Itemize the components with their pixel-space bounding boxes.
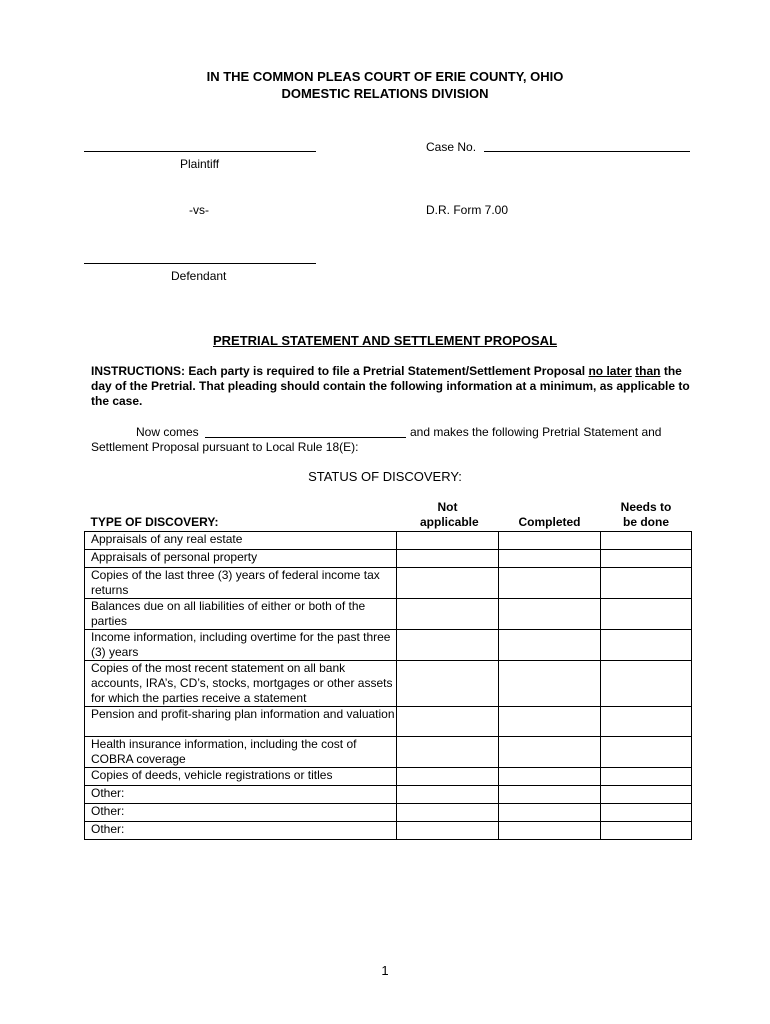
defendant-label: Defendant <box>171 269 227 283</box>
completed-cell[interactable] <box>499 707 601 737</box>
table-row <box>85 550 692 568</box>
needs-to-be-done-cell[interactable] <box>601 630 692 661</box>
instructions <box>91 364 691 409</box>
instructions-underline-than: than <box>635 364 661 378</box>
table-row <box>85 786 692 804</box>
needs-to-be-done-cell[interactable] <box>601 707 692 737</box>
row-label: Balances due on all liabilities of either or both of the parties <box>85 599 397 630</box>
completed-cell[interactable] <box>499 568 601 599</box>
completed-cell[interactable] <box>499 630 601 661</box>
row-label: Income information, including overtime for the past three (3) years <box>85 630 397 661</box>
table-row <box>85 599 692 630</box>
not-applicable-cell[interactable] <box>397 804 499 822</box>
not-applicable-cell[interactable] <box>397 737 499 768</box>
row-label: Other: <box>85 804 397 822</box>
vs-label: -vs- <box>189 203 209 217</box>
plaintiff-line[interactable] <box>84 151 316 152</box>
header-needs-to-be-done-text: Needs to be done <box>620 500 672 529</box>
completed-cell[interactable] <box>499 786 601 804</box>
court-division: DOMESTIC RELATIONS DIVISION <box>281 86 489 101</box>
table-row <box>85 532 692 550</box>
header-type-of-discovery: TYPE OF DISCOVERY: <box>85 500 397 532</box>
needs-to-be-done-cell[interactable] <box>601 822 692 840</box>
not-applicable-cell[interactable] <box>397 599 499 630</box>
needs-to-be-done-cell[interactable] <box>601 661 692 707</box>
not-applicable-cell[interactable] <box>397 786 499 804</box>
status-of-discovery-heading: STATUS OF DISCOVERY: <box>308 469 462 484</box>
row-label: Copies of deeds, vehicle registrations or titles <box>85 768 397 786</box>
case-no-label: Case No. <box>426 140 477 154</box>
form-number: D.R. Form 7.00 <box>426 203 509 217</box>
header-not-applicable-text: Not applicable <box>420 500 479 529</box>
now-comes-label: Now comes <box>136 425 199 439</box>
table-row <box>85 822 692 840</box>
row-label: Copies of the most recent statement on all bank accounts, IRA’s, CD’s, stocks, mortgages or other assets for which the parties receive a statement <box>85 661 397 707</box>
table-row <box>85 804 692 822</box>
not-applicable-cell[interactable] <box>397 707 499 737</box>
row-label: Other: <box>85 822 397 840</box>
table-row <box>85 707 692 737</box>
not-applicable-cell[interactable] <box>397 661 499 707</box>
instructions-part1: INSTRUCTIONS: Each party is required to file a Pretrial Statement/Settlement Proposal <box>91 364 589 378</box>
completed-cell[interactable] <box>499 768 601 786</box>
page-number: 1 <box>381 963 389 978</box>
needs-to-be-done-cell[interactable] <box>601 804 692 822</box>
plaintiff-label: Plaintiff <box>180 157 220 171</box>
not-applicable-cell[interactable] <box>397 532 499 550</box>
table-row <box>85 768 692 786</box>
completed-cell[interactable] <box>499 532 601 550</box>
completed-cell[interactable] <box>499 804 601 822</box>
discovery-table <box>84 500 692 840</box>
row-label: Pension and profit-sharing plan information and valuation <box>85 707 397 737</box>
defendant-line[interactable] <box>84 263 316 264</box>
instructions-underline-no-later: no later <box>588 364 632 378</box>
completed-cell[interactable] <box>499 550 601 568</box>
header-not-applicable <box>397 500 499 532</box>
row-label: Other: <box>85 786 397 804</box>
completed-cell[interactable] <box>499 822 601 840</box>
row-label: Copies of the last three (3) years of federal income tax returns <box>85 568 397 599</box>
table-row <box>85 661 692 707</box>
instructions-part2: the day of the Pretrial. That pleading should contain the following information at a minimum, as applicable to the case. <box>91 364 690 408</box>
needs-to-be-done-cell[interactable] <box>601 532 692 550</box>
court-name: IN THE COMMON PLEAS COURT OF ERIE COUNTY, OHIO <box>206 69 564 84</box>
party-name-line[interactable] <box>205 437 406 438</box>
table-row <box>85 737 692 768</box>
completed-cell[interactable] <box>499 599 601 630</box>
needs-to-be-done-cell[interactable] <box>601 768 692 786</box>
table-row <box>85 630 692 661</box>
table-row <box>85 568 692 599</box>
document-title: PRETRIAL STATEMENT AND SETTLEMENT PROPOSAL <box>212 333 558 348</box>
not-applicable-cell[interactable] <box>397 822 499 840</box>
needs-to-be-done-cell[interactable] <box>601 550 692 568</box>
not-applicable-cell[interactable] <box>397 768 499 786</box>
header-completed: Completed <box>499 500 601 532</box>
needs-to-be-done-cell[interactable] <box>601 786 692 804</box>
not-applicable-cell[interactable] <box>397 568 499 599</box>
case-no-line[interactable] <box>484 151 690 152</box>
row-label: Appraisals of personal property <box>85 550 397 568</box>
now-comes-line2: Settlement Proposal pursuant to Local Rule 18(E): <box>91 440 359 454</box>
row-label: Health insurance information, including the cost of COBRA coverage <box>85 737 397 768</box>
header-needs-to-be-done <box>601 500 692 532</box>
row-label: Appraisals of any real estate <box>85 532 397 550</box>
completed-cell[interactable] <box>499 737 601 768</box>
completed-cell[interactable] <box>499 661 601 707</box>
needs-to-be-done-cell[interactable] <box>601 737 692 768</box>
needs-to-be-done-cell[interactable] <box>601 599 692 630</box>
now-comes-suffix: and makes the following Pretrial Statement and <box>410 425 662 439</box>
not-applicable-cell[interactable] <box>397 630 499 661</box>
not-applicable-cell[interactable] <box>397 550 499 568</box>
needs-to-be-done-cell[interactable] <box>601 568 692 599</box>
